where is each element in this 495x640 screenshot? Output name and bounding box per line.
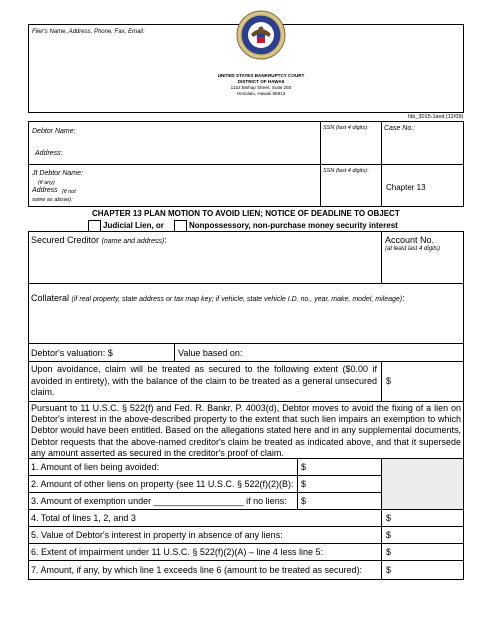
line-3-label: 3. Amount of exemption under __________________ if no liens: [31,496,287,506]
court-street: 1132 Bishop Street, Suite 250 [230,85,292,90]
collateral-colon: : [402,293,405,303]
pursuant-top-border [28,401,464,402]
line-2-label: 2. Amount of other liens on property (see 11 U.S.C. § 522(f)(2)(B): [31,479,294,489]
chapter-label: Chapter 13 [386,183,426,192]
judicial-lien-label: Judicial Lien, or [103,221,164,230]
collateral-text: Collateral [31,293,70,303]
debtor-valuation-label: Debtor's valuation: $ [31,348,113,358]
debtor-mid-border [28,164,464,165]
line5-top-border [28,526,464,527]
secured-creditor-label [31,235,167,245]
collateral-hint: (if real property, state address or tax map key; if vehicle, state vehicle I.D. no., year, make, model, mileage) [71,296,403,303]
debtor-name-label: Debtor Name: [32,128,76,135]
lines-amount-divider-left [297,458,298,509]
creditor-top-border [28,231,464,232]
collateral-label [31,293,405,303]
pursuant-text: Pursuant to 11 U.S.C. § 522(f) and Fed. R. Bankr. P. 4003(d), Debtor moves to avoid the fixing of a lien on Debtor's interest in the above-described property to the extent that such lien impairs an exemption to which Debtor would have been entitled. Based on the allegations stated here and in any supplemental documents, Debtor requests that the above-named creditor's claim be treated as indicated above, and that it supersede any amount asserted as secured in the creditor's proof of claim. [31,403,461,458]
line3-top-border [28,492,382,493]
line-6-label: 6. Extent of impairment under 11 U.S.C. § 522(f)(2)(A) – line 4 less line 5: [31,547,323,557]
same-as-above-label: same as above): [32,197,73,203]
secured-creditor-hint: (name and address) [101,238,165,245]
court-seal-icon [236,10,286,60]
valuation-top-border [28,343,464,344]
ssn-label: SSN (last 4 digits): [323,125,369,131]
header-left-border [28,24,29,113]
line-5-label: 5. Value of Debtor's interest in property in absence of any liens: [31,530,283,540]
ssn-label-2: SSN (last 4 digits): [323,168,369,174]
if-not-label: (if not [62,189,76,195]
if-any-label: (if any) [38,180,55,186]
line6-top-border [28,543,464,544]
line-1-dollar: $ [301,462,307,472]
jt-address-label: Address [32,187,58,194]
secured-creditor-text: Secured Creditor [31,235,100,245]
secured-creditor-colon: : [164,235,167,245]
line-5-dollar: $ [386,530,392,540]
value-based-label: Value based on: [178,348,243,358]
avoidance-text: Upon avoidance, claim will be treated as secured to the following extent ($0.00 if avoided in entirety), with the balance of the claim to be treated as a general unsecured claim. [31,364,377,397]
jt-debtor-label: Jt Debtor Name: [32,170,83,177]
line2-top-border [28,475,382,476]
court-name: UNITED STATES BANKRUPTCY COURT [217,73,305,78]
line-4-label: 4. Total of lines 1, 2, and 3 [31,513,136,523]
nonpossessory-label: Nonpossessory, non-purchase money security interest [189,221,398,230]
line-3-dollar: $ [301,496,307,506]
debtor-bottom-border [28,206,464,207]
line4-top-border [28,509,464,510]
line-7-dollar: $ [386,565,392,575]
court-district: DISTRICT OF HAWAII [237,79,285,84]
avoidance-divider [381,361,382,401]
form-bottom-border [28,579,464,580]
line-7-label: 7. Amount, if any, by which line 1 exceeds line 6 (amount to be treated as secured): [31,565,363,575]
header-right-border [463,24,464,113]
collateral-top-border [28,283,464,284]
account-no-hint: (at least last 4 digits) [385,246,441,252]
header-bottom-border [28,112,464,113]
avoidance-dollar: $ [386,376,392,386]
line-2-dollar: $ [301,479,307,489]
account-no-label: Account No. [385,235,435,245]
filer-label: Filer's Name, Address, Phone, Fax, Email: [32,29,145,35]
avoidance-top-border [28,361,464,362]
line-6-dollar: $ [386,547,392,557]
debtor-top-border [28,121,464,122]
line-4-dollar: $ [386,513,392,523]
line-1-label: 1. Amount of lien being avoided: [31,462,160,472]
court-city: Honolulu, Hawaii 96813 [236,91,286,96]
motion-title: CHAPTER 13 PLAN MOTION TO AVOID LIEN; NOTICE OF DEADLINE TO OBJECT [92,209,400,218]
account-divider [381,231,382,283]
address-label: Address: [35,150,63,157]
shaded-cell [382,459,463,509]
line7-top-border [28,560,464,561]
form-id: hib_3015-1avd (12/09) [408,114,464,120]
case-no-label: Case No.: [384,125,416,132]
valuation-divider [174,343,175,361]
